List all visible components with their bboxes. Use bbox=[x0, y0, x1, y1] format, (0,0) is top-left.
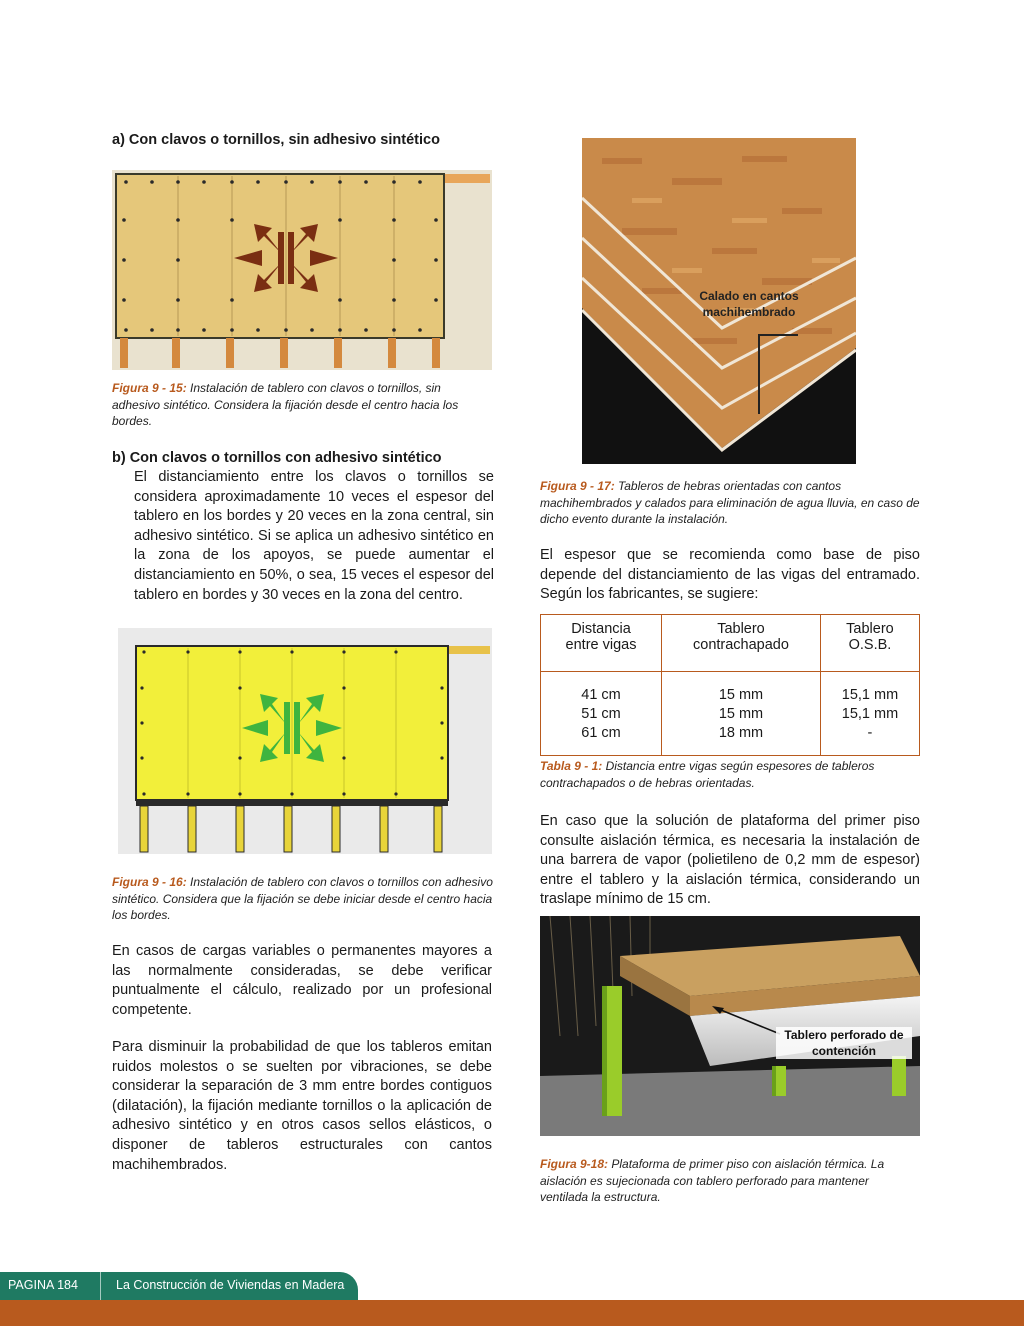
figure-15-illustration bbox=[112, 170, 492, 370]
paragraph-cargas: En casos de cargas variables o permanentes mayores a las normalmente consideradas, se debe verificar puntualmente el cálculo, realizado por un profesional competente. bbox=[112, 943, 492, 1018]
table-header-row bbox=[541, 615, 920, 672]
table-caption-text: Distancia entre vigas según espesores de tableros contrachapados o de hebras orientadas. bbox=[540, 759, 875, 790]
figure-17-leader-horizontal bbox=[758, 334, 798, 336]
figure-17-label: Figura 9 - 17: bbox=[540, 479, 615, 493]
figure-16-label: Figura 9 - 16: bbox=[112, 875, 187, 889]
table-header-contrachapado: Tablero contrachapado bbox=[662, 615, 821, 672]
figure-16-text: Instalación de tablero con clavos o tornillos con adhesivo sintético. Considera que la fijación se debe iniciar desde el centro hacia los bordes. bbox=[112, 875, 493, 922]
paragraph-aislacion: En caso que la solución de plataforma del primer piso consulte aislación térmica, es necesaria la instalación de una barrera de vapor (polietileno de 0,2 mm de espesor) entre el tablero y la aislación térmica, considerando un traslape mínimo de 15 cm. bbox=[540, 813, 920, 908]
figure-18-illustration bbox=[540, 916, 920, 1136]
table-col-osb: 15,1 mm 15,1 mm - bbox=[820, 672, 919, 756]
footer-bar bbox=[0, 1300, 1024, 1326]
figure-18-caption bbox=[540, 1156, 920, 1206]
section-b-heading: b) Con clavos o tornillos con adhesivo sintético bbox=[112, 450, 442, 466]
spec-table bbox=[540, 614, 920, 756]
footer-page-number: PAGINA 184 bbox=[8, 1278, 78, 1292]
table-header-osb: Tablero O.S.B. bbox=[820, 615, 919, 672]
section-b-body-wrap bbox=[112, 468, 494, 605]
footer-book-title: La Construcción de Viviendas en Madera bbox=[116, 1278, 345, 1292]
figure-17-caption bbox=[540, 478, 920, 528]
table-col-distancia: 41 cm 51 cm 61 cm bbox=[541, 672, 662, 756]
footer-divider bbox=[100, 1272, 101, 1300]
footer-tab bbox=[0, 1272, 358, 1300]
figure-17-annotation bbox=[672, 288, 826, 320]
figure-18-annotation-line2: contención bbox=[811, 1044, 876, 1058]
table-row bbox=[541, 672, 920, 756]
figure-17-text: Tableros de hebras orientadas con cantos machihembrados y calados para eliminación de agua lluvia, en caso de dicho evento durante la instalación. bbox=[540, 479, 920, 526]
table-col-contrachapado: 15 mm 15 mm 18 mm bbox=[662, 672, 821, 756]
figure-17-leader-vertical bbox=[758, 334, 760, 414]
table-caption-label: Tabla 9 - 1: bbox=[540, 759, 603, 773]
figure-15-text: Instalación de tablero con clavos o tornillos, sin adhesivo sintético. Considera la fijación desde el centro hacia los bordes. bbox=[112, 381, 459, 428]
figure-18-text: Plataforma de primer piso con aislación térmica. La aislación es sujecionada con tablero perforado para mantener ventilada la estructura. bbox=[540, 1157, 885, 1204]
figure-18-label: Figura 9-18: bbox=[540, 1157, 609, 1171]
section-a-heading: a) Con clavos o tornillos, sin adhesivo sintético bbox=[112, 132, 440, 148]
table-header-distancia: Distancia entre vigas bbox=[541, 615, 662, 672]
figure-16-caption bbox=[112, 874, 494, 924]
paragraph-espesor: El espesor que se recomienda como base de piso depende del distanciamiento de las vigas del entramado. Según los fabricantes, se sugiere: bbox=[540, 547, 920, 603]
figure-18-annotation-line1: Tablero perforado de bbox=[784, 1028, 904, 1042]
figure-15-label: Figura 9 - 15: bbox=[112, 381, 187, 395]
section-b-body: El distanciamiento entre los clavos o tornillos se considera aproximadamente 10 veces el espesor del tablero en los bordes y 20 veces en la zona central, sin adhesivo sintético. Si se aplica un adhesivo sintético en la zona de los apoyos, se puede aumentar el distanciamiento en 50%, o sea, 15 veces el espesor del tablero en bordes y 30 veces en la zona del centro. bbox=[134, 469, 494, 603]
figure-18-annotation bbox=[776, 1027, 912, 1059]
paragraph-ruidos: Para disminuir la probabilidad de que los tableros emitan ruidos molestos o se suelten por vibraciones, se debe considerar la separación de 3 mm entre bordes contiguos (dilatación), la fijación mediante tornillos o la aplicación de adhesivo sintético y en otros casos sellos elásticos, o disponer de tableros estructurales con cantos machihembrados. bbox=[112, 1039, 492, 1173]
figure-17-annotation-line2: machihembrado bbox=[702, 305, 796, 319]
figure-16-illustration bbox=[118, 628, 492, 854]
figure-17-annotation-line1: Calado en cantos bbox=[699, 289, 799, 303]
figure-15-caption bbox=[112, 380, 492, 430]
table-caption bbox=[540, 758, 920, 791]
